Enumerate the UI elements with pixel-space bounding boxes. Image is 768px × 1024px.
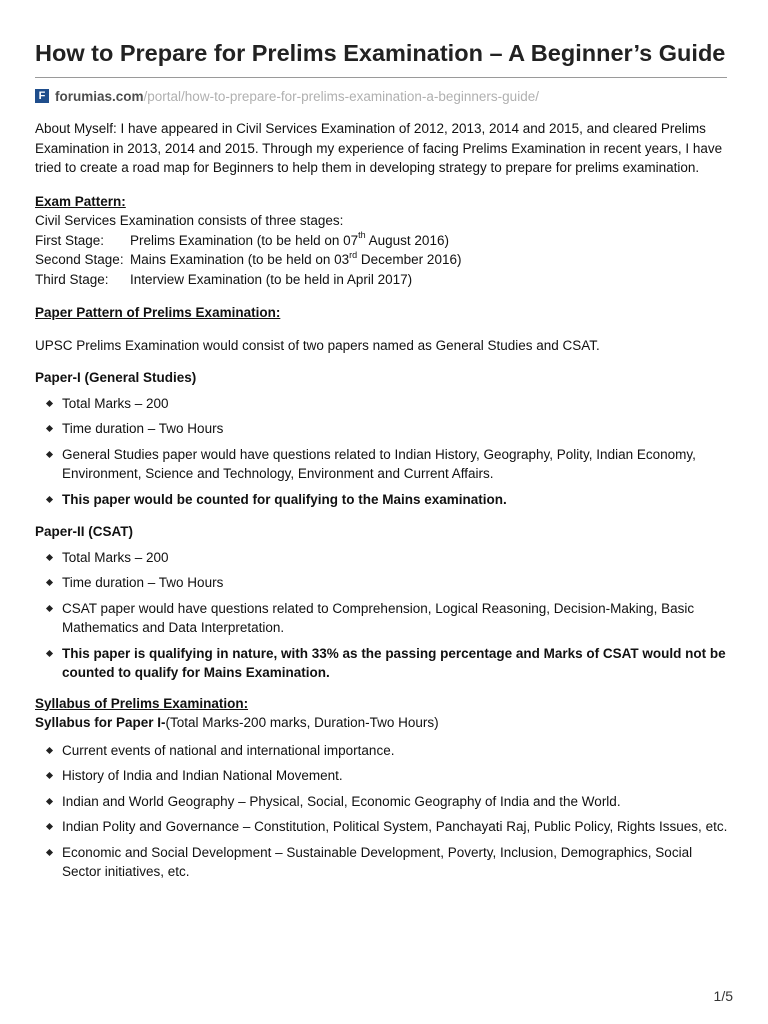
paper2-heading: Paper-II (CSAT)	[35, 524, 134, 539]
exam-pattern-intro: Civil Services Examination consists of three stages:	[35, 213, 344, 228]
paper-pattern-heading: Paper Pattern of Prelims Examination:	[35, 305, 281, 320]
paper1-heading: Paper-I (General Studies)	[35, 370, 197, 385]
stage-label: Second Stage:	[35, 252, 124, 267]
stage-text: Prelims Examination (to be held on 07	[130, 232, 359, 248]
list-item: Time duration – Two Hours	[35, 573, 728, 593]
page-title: How to Prepare for Prelims Examination – A Beginner’s Guide	[35, 40, 726, 66]
source-domain[interactable]: forumias.com	[55, 88, 144, 104]
list-item: Economic and Social Development – Sustainable Development, Poverty, Inclusion, Demographics, Social Sector initiatives, etc.	[35, 843, 728, 882]
stage-sup: rd	[349, 249, 358, 260]
list-item: History of India and Indian National Movement.	[35, 766, 728, 786]
diamond-bullet-icon	[46, 848, 53, 855]
diamond-bullet-icon	[46, 797, 53, 804]
source-link[interactable]	[35, 87, 728, 105]
list-item: Total Marks – 200	[35, 394, 728, 414]
diamond-bullet-icon	[46, 604, 53, 611]
stage-text-end: August 2016)	[365, 232, 449, 248]
diamond-bullet-icon	[46, 823, 53, 830]
diamond-bullet-icon	[46, 425, 53, 432]
list-item: Indian and World Geography – Physical, Social, Economic Geography of India and the World.	[35, 792, 728, 812]
diamond-bullet-icon	[46, 579, 53, 586]
paper1-list	[35, 394, 728, 510]
syllabus-subheading	[35, 713, 728, 733]
diamond-bullet-icon	[46, 399, 53, 406]
syllabus-subheading-rest: (Total Marks-200 marks, Duration-Two Hours)	[165, 715, 439, 730]
stage-label: Third Stage:	[35, 271, 109, 287]
stage-text-end: December 2016)	[357, 252, 462, 267]
document-page	[35, 0, 728, 882]
syllabus-heading: Syllabus of Prelims Examination:	[35, 695, 249, 711]
list-item: Current events of national and international importance.	[35, 741, 728, 761]
diamond-bullet-icon	[46, 450, 53, 457]
paper-pattern-text: UPSC Prelims Examination would consist of two papers named as General Studies and CSAT.	[35, 337, 600, 353]
stage-label: First Stage:	[35, 232, 105, 248]
exam-pattern-heading: Exam Pattern:	[35, 193, 126, 209]
page-number: 1/5	[713, 988, 733, 1004]
list-item: This paper is qualifying in nature, with 33% as the passing percentage and Marks of CSAT would not be counted to qualify for Mains Examination.	[35, 644, 728, 683]
syllabus-list	[35, 741, 728, 882]
diamond-bullet-icon	[46, 649, 53, 656]
diamond-bullet-icon	[46, 746, 53, 753]
forumias-logo-icon: F	[35, 89, 49, 103]
source-path[interactable]: /portal/how-to-prepare-for-prelims-examination-a-beginners-guide/	[143, 88, 539, 104]
diamond-bullet-icon	[46, 553, 53, 560]
stage-row-second	[35, 250, 728, 270]
stage-text: Interview Examination (to be held in April 2017)	[130, 271, 413, 287]
stage-sup: th	[358, 230, 366, 240]
diamond-bullet-icon	[46, 495, 53, 502]
paper2-list	[35, 548, 728, 683]
list-item: Indian Polity and Governance – Constitution, Political System, Panchayati Raj, Public Policy, Rights Issues, etc.	[35, 817, 728, 837]
list-item: CSAT paper would have questions related to Comprehension, Logical Reasoning, Decision-Making, Basic Mathematics and Data Interpretation.	[35, 599, 728, 638]
intro-paragraph: About Myself: I have appeared in Civil Services Examination of 2012, 2013, 2014 and 2015, and cleared Prelims Examination in 2013, 2014 and 2015. Through my experience of facing Prelims Examination in recent years, I have tried to create a road map for Beginners to help them in developing strategy to prepare for prelims examination.	[35, 121, 723, 175]
list-item: Time duration – Two Hours	[35, 419, 728, 439]
diamond-bullet-icon	[46, 772, 53, 779]
list-item: Total Marks – 200	[35, 548, 728, 568]
syllabus-subheading-bold: Syllabus for Paper I-	[35, 715, 166, 730]
stage-row-first	[35, 231, 728, 251]
list-item: General Studies paper would have questions related to Indian History, Geography, Polity, Indian Economy, Environment, Science and Technology, Environment and Current Affairs.	[35, 445, 728, 484]
title-divider	[35, 77, 727, 78]
stage-row-third	[35, 270, 728, 290]
stage-text: Mains Examination (to be held on 03	[130, 252, 350, 267]
list-item: This paper would be counted for qualifying to the Mains examination.	[35, 490, 728, 510]
